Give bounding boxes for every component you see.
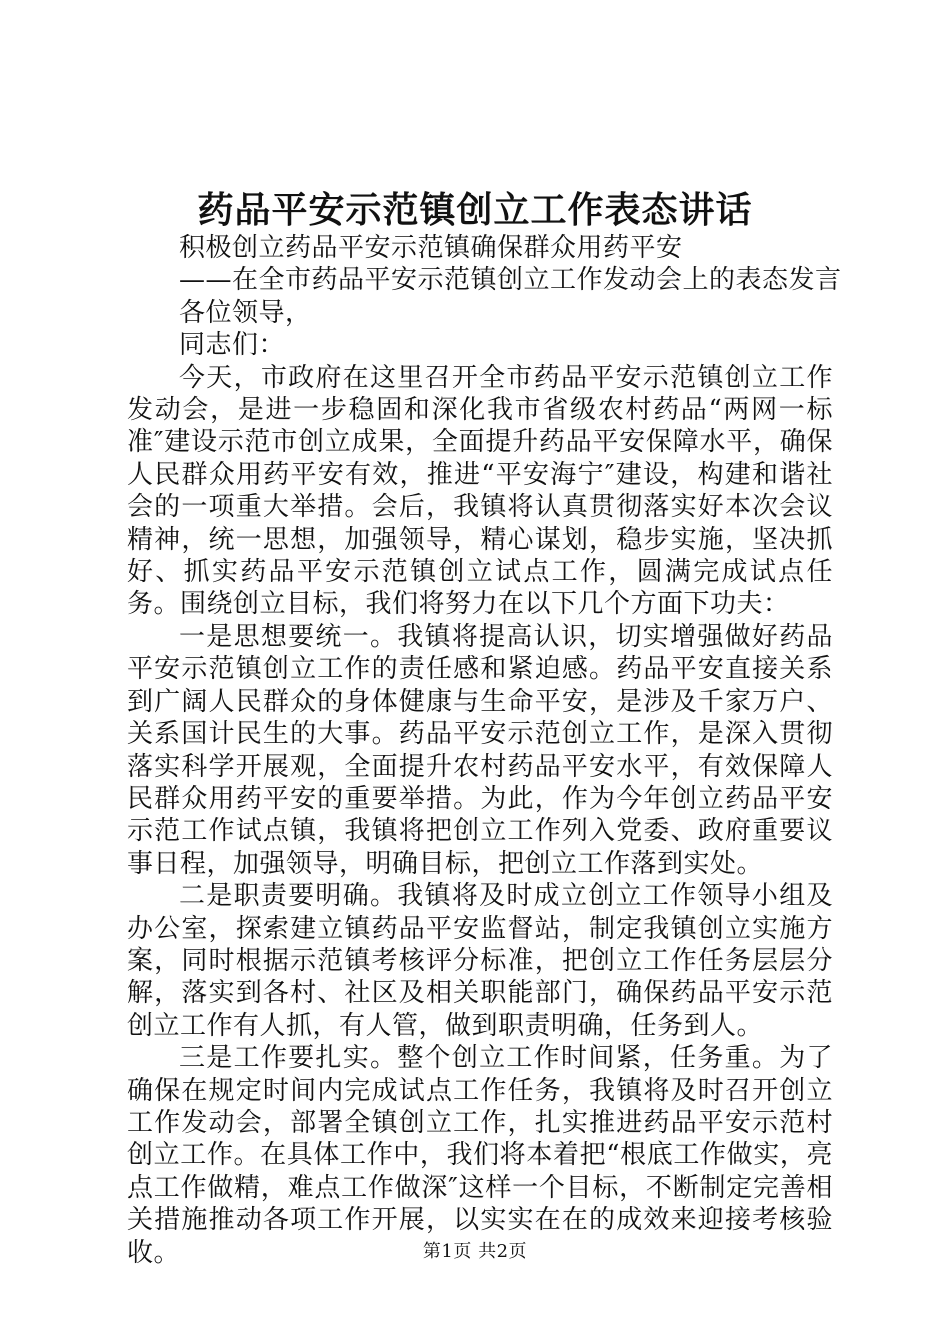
salutation-comrades: 同志们：: [179, 330, 286, 361]
paragraph-point-1: 一是思想要统一。我镇将提高认识，切实增强做好药品平安示范镇创立工作的责任感和紧迫感。药品平安直接关系到广阔人民群众的身体健康与生命平安，是涉及千家万户、关系国计民生的大事。药品平安示范创立工作，是深入贯彻落实科学开展观，全面提升农村药品平安水平，有效保障人民群众用药平安的重要举措。为此，作为今年创立药品平安示范工作试点镇，我镇将把创立工作列入党委、政府重要议事日程，加强领导，明确目标，把创立工作落到实处。: [127, 621, 833, 879]
document-title: 药品平安示范镇创立工作表态讲话: [197, 189, 753, 231]
document-body: [127, 232, 842, 1269]
paragraph-point-3: 三是工作要扎实。整个创立工作时间紧，任务重。为了确保在规定时间内完成试点工作任务，我镇将及时召开创立工作发动会，部署全镇创立工作，扎实推进药品平安示范村创立工作。在具体工作中，我们将本着把“根底工作做实，亮点工作做精，难点工作做深″这样一个目标，不断制定完善相关措施推动各项工作开展，以实实在在的成效来迎接考核验收。: [127, 1043, 833, 1268]
paragraph-intro: 今天，市政府在这里召开全市药品平安示范镇创立工作发动会，是进一步稳固和深化我市省级农村药品“两网一标准″建设示范市创立成果，全面提升药品平安保障水平，确保人民群众用药平安有效，推进“平安海宁″建设，构建和谐社会的一项重大举措。会后，我镇将认真贯彻落实好本次会议精神，统一思想，加强领导，精心谋划，稳步实施，坚决抓好、抓实药品平安示范镇创立试点工作，圆满完成试点任务。围绕创立目标，我们将努力在以下几个方面下功夫：: [127, 362, 833, 620]
page-number-footer: 第1页 共2页: [422, 1241, 528, 1262]
salutation-leaders: 各位领导，: [179, 297, 312, 328]
subtitle: 积极创立药品平安示范镇确保群众用药平安: [179, 233, 683, 263]
paragraph-point-2: 二是职责要明确。我镇将及时成立创立工作领导小组及办公室，探索建立镇药品平安监督站，制定我镇创立实施方案，同时根据示范镇考核评分标准，把创立工作任务层层分解，落实到各村、社区及相关职能部门，确保药品平安示范创立工作有人抓，有人管，做到职责明确，任务到人。: [127, 881, 833, 1041]
subtitle-line-2: ——在全市药品平安示范镇创立工作发动会上的表态发言: [179, 265, 842, 296]
